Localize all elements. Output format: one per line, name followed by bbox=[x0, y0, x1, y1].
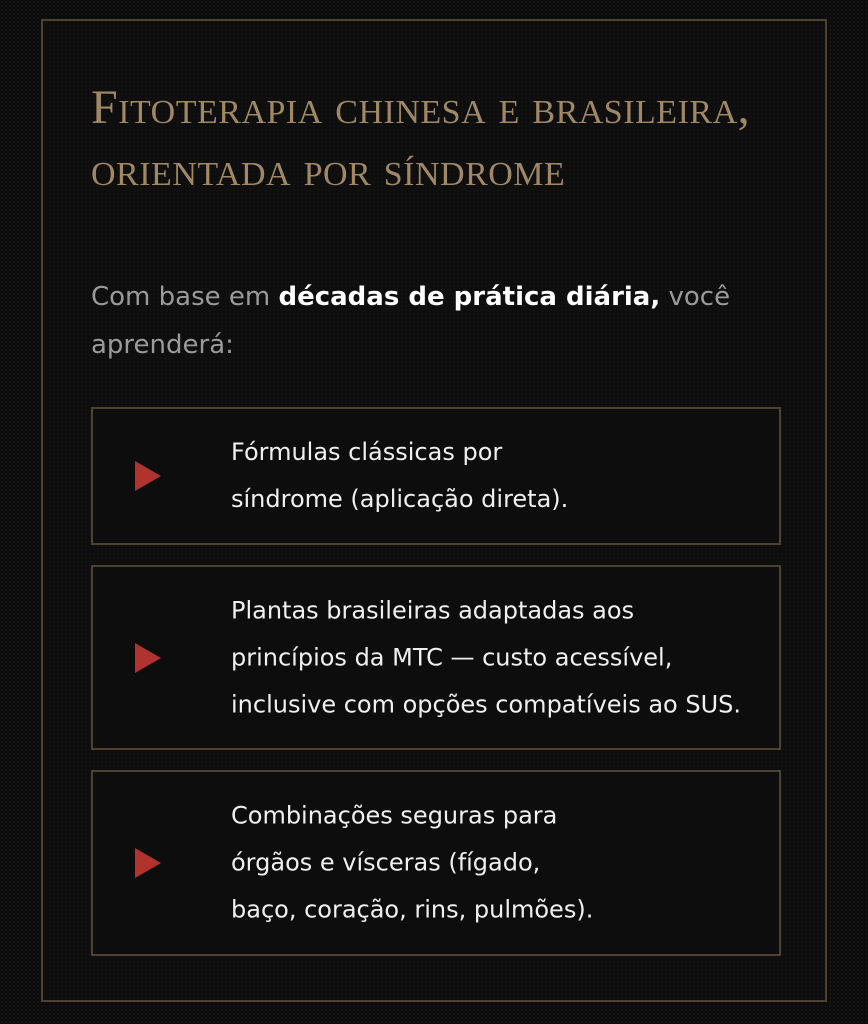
triangle-right-icon bbox=[135, 848, 161, 878]
list-item-brazilian-plants bbox=[91, 565, 781, 750]
intro-highlight: décadas de prática diária, bbox=[278, 282, 661, 312]
list-item-safe-combinations bbox=[91, 770, 781, 956]
intro-lead: Com base em bbox=[91, 282, 279, 312]
intro-tail: você aprenderá: bbox=[91, 282, 731, 360]
section-title: Fitoterapia chinesa e brasileira, orientada por síndrome bbox=[91, 81, 751, 196]
list-item-text: Fórmulas clássicas por síndrome (aplicação direta). bbox=[231, 438, 569, 513]
list-item-text: Plantas brasileiras adaptadas aos princípios da MTC — custo acessível, inclusive com opções compatíveis ao SUS. bbox=[231, 596, 742, 718]
triangle-right-icon bbox=[135, 461, 161, 491]
intro-paragraph bbox=[91, 273, 731, 369]
feature-card bbox=[41, 19, 827, 1002]
triangle-right-icon bbox=[135, 643, 161, 673]
list-item-text: Combinações seguras para órgãos e vísceras (fígado, baço, coração, rins, pulmões). bbox=[231, 801, 594, 924]
list-item-classic-formulas bbox=[91, 407, 781, 545]
